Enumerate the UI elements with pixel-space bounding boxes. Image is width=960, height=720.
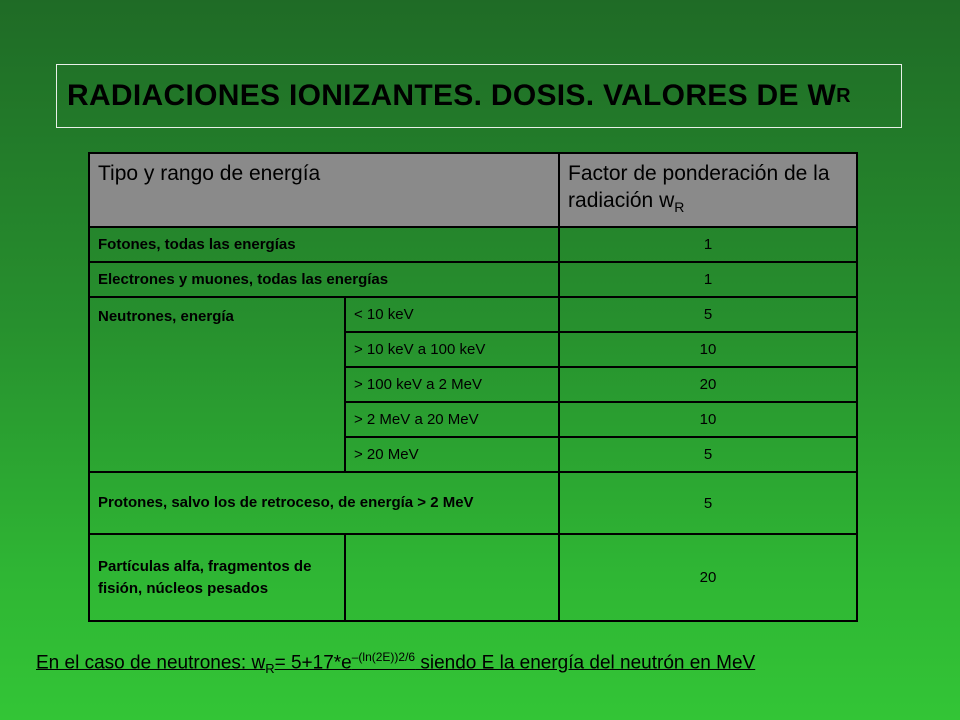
slide-title-text: RADIACIONES IONIZANTES. DOSIS. VALORES DE W <box>67 79 837 112</box>
header-weighting-factor-subscript: R <box>674 199 685 216</box>
neutron-formula-note <box>36 650 948 676</box>
neutron-factor: 10 <box>559 402 857 437</box>
table-row <box>89 227 857 262</box>
neutron-factor: 5 <box>559 297 857 332</box>
header-weighting-factor <box>559 153 857 227</box>
footer-text-before: En el caso de neutrones: w <box>36 652 266 674</box>
table-row <box>89 262 857 297</box>
footer-text-after: siendo E la energía del neutrón en MeV <box>415 652 756 674</box>
footer-exponent: –(ln(2E))2/6 <box>351 650 416 664</box>
neutron-range: > 20 MeV <box>345 437 559 472</box>
footer-subscript: R <box>265 661 275 677</box>
footer-text-middle: = 5+17*e <box>274 652 352 674</box>
row-type-neutrons: Neutrones, energía <box>89 297 345 472</box>
row-factor-protons: 5 <box>559 472 857 534</box>
row-empty-cell <box>345 534 559 621</box>
row-factor-electrons: 1 <box>559 262 857 297</box>
neutron-range: > 10 keV a 100 keV <box>345 332 559 367</box>
neutron-factor: 5 <box>559 437 857 472</box>
table-row <box>89 472 857 534</box>
table-header-row <box>89 153 857 227</box>
header-energy-type: Tipo y rango de energía <box>89 153 559 227</box>
slide-title-subscript: R <box>836 84 851 107</box>
radiation-weighting-table <box>88 152 858 622</box>
table-row <box>89 534 857 621</box>
neutron-range: < 10 keV <box>345 297 559 332</box>
neutron-factor: 20 <box>559 367 857 402</box>
row-type-electrons: Electrones y muones, todas las energías <box>89 262 559 297</box>
neutron-factor: 10 <box>559 332 857 367</box>
row-type-photons: Fotones, todas las energías <box>89 227 559 262</box>
row-type-alpha: Partículas alfa, fragmentos de fisión, núcleos pesados <box>89 534 345 621</box>
table-row <box>89 297 857 332</box>
neutron-range: > 2 MeV a 20 MeV <box>345 402 559 437</box>
neutron-range: > 100 keV a 2 MeV <box>345 367 559 402</box>
slide-title <box>56 64 902 128</box>
row-type-protons: Protones, salvo los de retroceso, de energía > 2 MeV <box>89 472 559 534</box>
row-factor-alpha: 20 <box>559 534 857 621</box>
row-factor-photons: 1 <box>559 227 857 262</box>
header-weighting-factor-text: Factor de ponderación de la radiación w <box>568 162 830 212</box>
